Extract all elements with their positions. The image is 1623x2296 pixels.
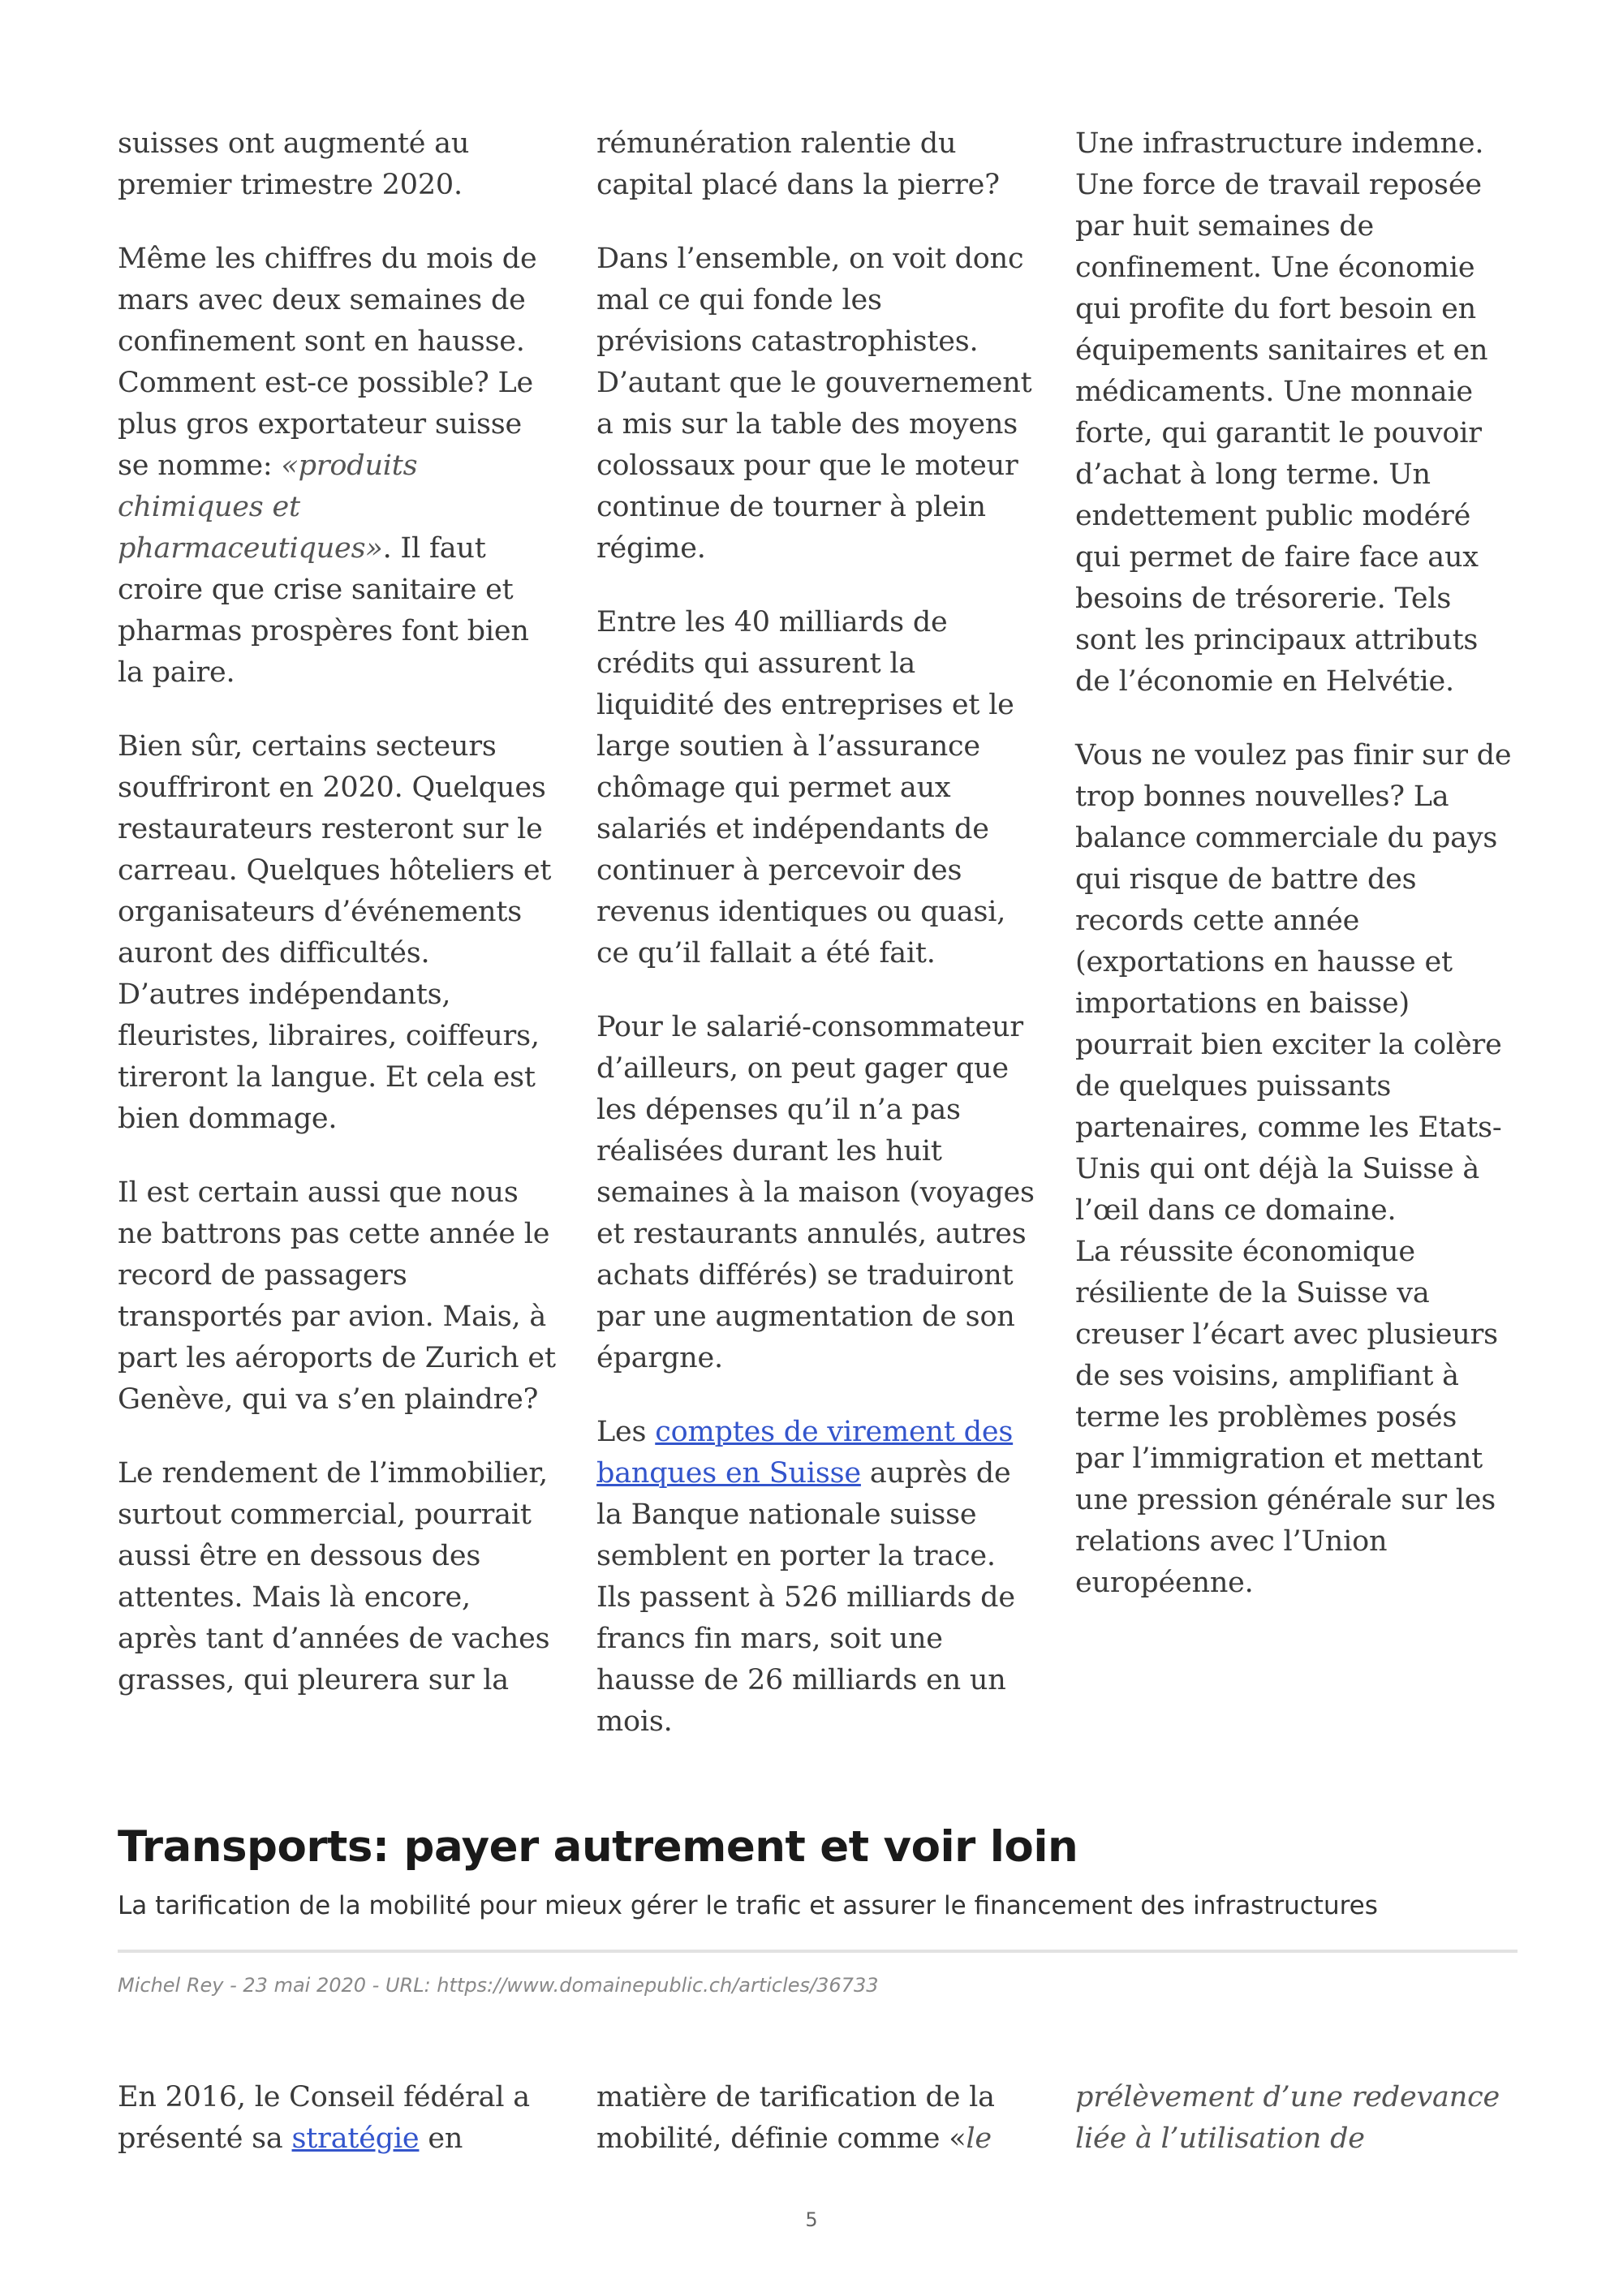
article-title: Transports: payer autrement et voir loin xyxy=(118,1822,1078,1872)
paragraph: Il est certain aussi que nous ne battrons pas cette année le record de passagers transportés par avion. Mais, à part les aéroports de Zurich et Genève, qui va s’en plaindre? xyxy=(118,1176,556,1416)
paragraph: Même les chiffres du mois de mars avec deux semaines de confinement sont en hausse. Comment est-ce possible? Le plus gros exportateur suisse se nomme: «produits chimiques et pharmaceutiques». Il faut croire que crise sanitaire et pharmas prospères font bien la paire. xyxy=(118,243,537,689)
paragraph: Les comptes de virement des banques en Suisse auprès de la Banque nationale suisse semblent en porter la trace. Ils passent à 526 milliards de francs fin mars, soit une hausse de 26 milliards en un mois. xyxy=(596,1416,1015,1738)
paragraph: Vous ne voulez pas finir sur de trop bonnes nouvelles? La balance commerciale du pays qui risque de battre des records cette année (exportations en hausse et importations en baisse) pourrait bien exciter la colère de quelques puissants partenaires, comme les Etats-Unis qui ont déjà la Suisse à l’œil dans ce domaine. xyxy=(1075,739,1512,1227)
article-meta: Michel Rey - 23 mai 2020 - URL: https://www.domainepublic.ch/articles/36733 xyxy=(118,1974,879,1997)
italic-quote: «produits chimiques et pharmaceutiques» xyxy=(118,449,418,565)
paragraph: suisses ont augmenté au premier trimestre 2020. xyxy=(118,127,470,201)
column-2 xyxy=(596,123,1035,1775)
page-number: 5 xyxy=(805,2208,818,2231)
paragraph: Le rendement de l’immobilier, surtout commercial, pourrait aussi être en dessous des attentes. Mais là encore, après tant d’années de vaches grasses, qui pleurera sur la xyxy=(118,1457,550,1696)
divider xyxy=(118,1950,1518,1953)
article-body-columns xyxy=(118,123,1518,1775)
article-subtitle: La tarification de la mobilité pour mieux gérer le trafic et assurer le financement des infrastructures xyxy=(118,1891,1378,1920)
column-3 xyxy=(1075,2077,1513,2160)
paragraph: La réussite économique résiliente de la Suisse va creuser l’écart avec plusieurs de ses voisins, amplifiant à terme les problèmes posés par l’immigration et mettant une pression générale sur les relations avec l’Union européenne. xyxy=(1075,1236,1498,1599)
column-1 xyxy=(118,123,556,1775)
paragraph: Entre les 40 milliards de crédits qui assurent la liquidité des entreprises et le large soutien à l’assurance chômage qui permet aux salariés et indépendants de continuer à percevoir des revenus identiques ou quasi, ce qu’il fallait a été fait. xyxy=(596,606,1014,970)
paragraph: Bien sûr, certains secteurs souffriront en 2020. Quelques restaurateurs resteront sur le carreau. Quelques hôteliers et organisateurs d’événements auront des difficultés. D’autres indépendants, fleuristes, libraires, coiffeurs, tireront la langue. Et cela est bien dommage. xyxy=(118,730,552,1135)
article-header xyxy=(118,1821,1518,1997)
paragraph: matière de tarification de la mobilité, définie comme «le xyxy=(596,2081,995,2155)
column-2 xyxy=(596,2077,1035,2160)
paragraph: rémunération ralentie du capital placé dans la pierre? xyxy=(596,127,1000,201)
paragraph: En 2016, le Conseil fédéral a présenté sa stratégie en xyxy=(118,2081,530,2155)
column-3 xyxy=(1075,123,1513,1775)
paragraph: Pour le salarié-consommateur d’ailleurs, on peut gager que les dépenses qu’il n’a pas réalisées durant les huit semaines à la maison (voyages et restaurants annulés, autres achats différés) se traduiront par une augmentation de son épargne. xyxy=(596,1011,1035,1374)
paragraph: Dans l’ensemble, on voit donc mal ce qui fonde les prévisions catastrophistes. D’autant que le gouvernement a mis sur la table des moyens colossaux pour que le moteur continue de tourner à plein régime. xyxy=(596,243,1032,565)
link-comptes-de-virement[interactable]: comptes de virement des banques en Suisse xyxy=(596,1416,1014,1490)
column-1 xyxy=(118,2077,556,2160)
paragraph: prélèvement d’une redevance liée à l’utilisation de xyxy=(1075,2081,1500,2155)
link-strategie[interactable]: stratégie xyxy=(291,2122,420,2155)
paragraph: Une infrastructure indemne. Une force de travail reposée par huit semaines de confinement. Une économie qui profite du fort besoin en équipements sanitaires et en médicaments. Une monnaie forte, qui garantit le pouvoir d’achat à long terme. Un endettement public modéré qui permet de faire face aux besoins de trésorerie. Tels sont les principaux attributs de l’économie en Helvétie. xyxy=(1075,127,1488,698)
article-intro-columns xyxy=(118,2077,1518,2160)
